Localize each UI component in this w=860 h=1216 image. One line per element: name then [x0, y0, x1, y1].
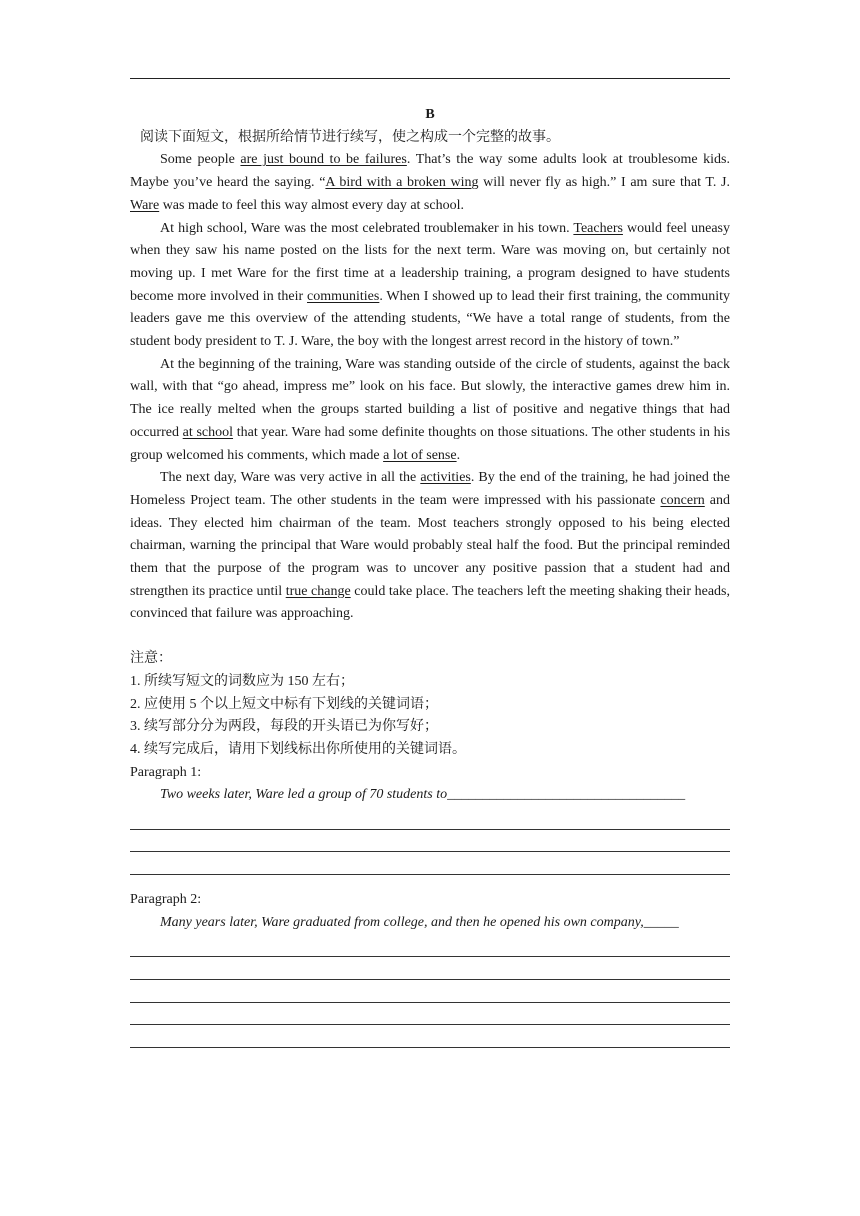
section-label: B [425, 107, 435, 122]
paragraph-label: Paragraph 2: [130, 892, 202, 908]
passage-text: was made to feel this way almost every day at school. [159, 197, 464, 213]
task-instruction: 阅读下面短文，根据所给情节进行续写，使之构成一个完整的故事。 [140, 129, 560, 145]
notes-title: 注意： [130, 651, 172, 667]
note-item: 4. 续写完成后，请用下划线标出你所使用的关键词语。 [130, 741, 466, 757]
worksheet [130, 104, 730, 1048]
passage-paragraph [130, 149, 730, 217]
passage-text: could take place. The teachers left the meeting shaking their heads, convinced that failure was approaching. [130, 583, 730, 622]
answer-line[interactable] [130, 1025, 730, 1048]
passage-text: will never fly as high.” I am sure that T. J. [478, 175, 731, 191]
key-phrase: Teachers [573, 220, 623, 236]
key-phrase: activities [420, 470, 471, 486]
answer-line[interactable] [130, 852, 730, 875]
passage-text: that year. Ware had some definite thoughts on those situations. The other students in his group welcomed his comments, which made [130, 424, 731, 463]
key-phrase: at school [182, 424, 234, 440]
key-phrase: Ware [130, 197, 160, 213]
paragraph-prompt: Two weeks later, Ware led a group of 70 students to__________________________________ [160, 787, 686, 803]
answer-line[interactable] [130, 1003, 730, 1026]
note-item: 3. 续写部分分为两段，每段的开头语已为你写好； [130, 719, 438, 735]
paragraph-prompt: Many years later, Ware graduated from college, and then he opened his own company,_____ [160, 914, 679, 930]
passage-text: . [456, 447, 461, 463]
passage-text: and ideas. They elected him chairman of the team. Most teachers strongly opposed to his being elected chairman, warning the principal that Ware would probably steal half the food. But the principal reminded them that the purpose of the program was to uncover any positive passion that a student had and strengthen its practice until [130, 492, 730, 599]
answer-line[interactable] [130, 980, 730, 1003]
passage-paragraph [130, 467, 730, 626]
answer-lines[interactable] [130, 807, 730, 875]
passage-text: The next day, Ware was very active in all the [160, 470, 421, 486]
writing-section-2 [130, 889, 730, 1048]
writing-section-1 [130, 762, 730, 875]
passage-text: . By the end of the training, he had joined the Homeless Project team. The other students in the team were impressed with his passionate [130, 470, 730, 508]
paragraph-label: Paragraph 1: [130, 764, 202, 780]
note-item: 2. 应使用 5 个以上短文中标有下划线的关键词语； [130, 696, 438, 712]
header-rule [130, 78, 730, 79]
passage-text: Some people [160, 152, 241, 168]
key-phrase: A bird with a broken wing [325, 175, 479, 191]
answer-line[interactable] [130, 957, 730, 980]
notes-block [130, 648, 730, 762]
passage-text: . When I showed up to lead their first training, the community leaders gave me this overview of the attending students, “We have a total range of students, from the student body president to T. J. Ware, the boy with the longest arrest record in the history of town.” [130, 288, 730, 350]
answer-line[interactable] [130, 935, 730, 958]
key-phrase: concern [660, 492, 705, 508]
passage-text: At the beginning of the training, Ware was standing outside of the circle of students, against the back wall, with that “go ahead, impress me” look on his face. But slowly, the interactive games drew him in. The ice really melted when the groups started building a list of positive and negative things that had occurred [130, 356, 730, 440]
passage-paragraph [130, 354, 730, 468]
key-phrase: are just bound to be failures [240, 152, 407, 168]
answer-lines[interactable] [130, 935, 730, 1048]
note-item: 1. 所续写短文的词数应为 150 左右； [130, 673, 354, 689]
key-phrase: true change [285, 583, 351, 599]
key-phrase: a lot of sense [383, 447, 457, 463]
passage-text: would feel uneasy when they saw his name posted on the lists for the next term. Ware was moving on, but certainly not moving up. I met Ware for the first time at a leadership training, a program designed to have students become more involved in their [130, 220, 730, 304]
reading-passage [130, 149, 730, 626]
answer-line[interactable] [130, 830, 730, 853]
answer-line[interactable] [130, 807, 730, 830]
passage-paragraph [130, 218, 730, 354]
passage-text: . That’s the way some adults look at troublesome kids. Maybe you’ve heard the saying. “ [130, 152, 730, 191]
key-phrase: communities [307, 288, 380, 304]
passage-text: At high school, Ware was the most celebrated troublemaker in his town. [160, 220, 574, 236]
